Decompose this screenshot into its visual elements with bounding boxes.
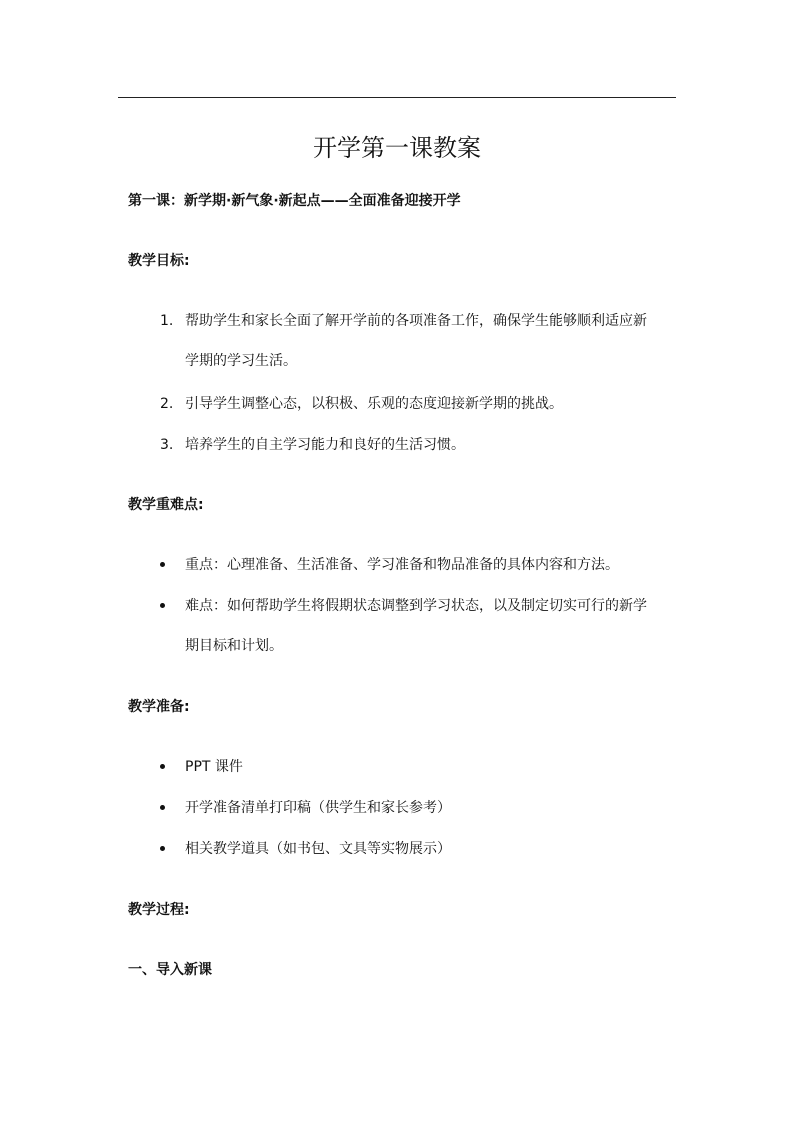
goal-2-text: 引导学生调整心态，以积极、乐观的态度迎接新学期的挑战。 [185, 396, 563, 412]
key-point-2-text-line1: 难点：如何帮助学生将假期状态调整到学习状态，以及制定切实可行的新学 [185, 598, 647, 614]
process-section-1-heading: 一、导入新课 [128, 962, 212, 978]
header-rule [118, 97, 676, 98]
lesson-heading: 第一课：新学期·新气象·新起点——全面准备迎接开学 [128, 193, 461, 209]
page-title: 开学第一课教案 [313, 134, 481, 163]
bullet-icon [160, 764, 165, 769]
preparation-item-3: 相关教学道具（如书包、文具等实物展示） [185, 841, 451, 857]
bullet-icon [160, 562, 165, 567]
goal-3-text: 培养学生的自主学习能力和良好的生活习惯。 [185, 437, 465, 453]
process-heading: 教学过程: [128, 902, 190, 918]
goal-1-text-line2: 学期的学习生活。 [185, 353, 297, 369]
bullet-icon [160, 846, 165, 851]
goal-1-number: 1. [160, 313, 174, 329]
goal-3-number: 3. [160, 437, 174, 453]
preparation-item-1: PPT 课件 [185, 759, 243, 775]
preparation-item-2: 开学准备清单打印稿（供学生和家长参考） [185, 800, 451, 816]
goal-2-number: 2. [160, 396, 174, 412]
goals-heading: 教学目标: [128, 253, 190, 269]
key-point-1-text: 重点：心理准备、生活准备、学习准备和物品准备的具体内容和方法。 [185, 557, 619, 573]
bullet-icon [160, 805, 165, 810]
key-point-2-text-line2: 期目标和计划。 [185, 638, 283, 654]
goal-1-text-line1: 帮助学生和家长全面了解开学前的各项准备工作，确保学生能够顺利适应新 [185, 313, 647, 329]
preparation-heading: 教学准备: [128, 699, 190, 715]
bullet-icon [160, 603, 165, 608]
key-points-heading: 教学重难点: [128, 497, 204, 513]
